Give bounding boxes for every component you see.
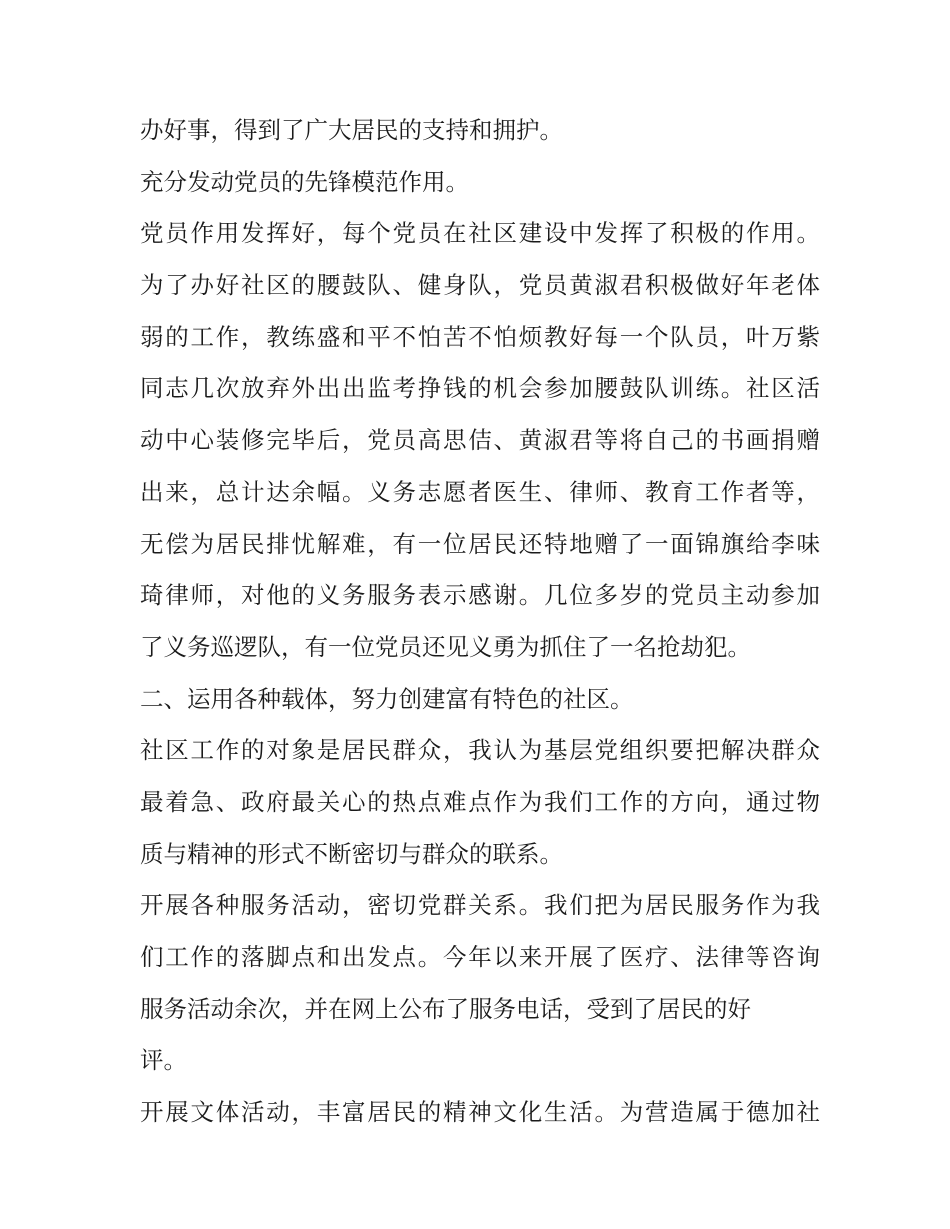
text-line: 开展文体活动，丰富居民的精神文化生活。为营造属于德加社 (140, 1098, 820, 1127)
text-line: 了义务巡逻队，有一位党员还见义勇为抓住了一名抢劫犯。 (140, 632, 751, 661)
text-line: 评。 (140, 1046, 187, 1075)
text-line: 同志几次放弃外出出监考挣钱的机会参加腰鼓队训练。社区活 (140, 374, 820, 403)
text-line: 最着急、政府最关心的热点难点作为我们工作的方向，通过物 (140, 787, 820, 816)
text-line: 为了办好社区的腰鼓队、健身队，党员黄淑君积极做好年老体 (140, 271, 820, 300)
text-line: 开展各种服务活动，密切党群关系。我们把为居民服务作为我 (140, 891, 820, 920)
text-line: 无偿为居民排忧解难，有一位居民还特地赠了一面锦旗给李味 (140, 529, 820, 558)
body-text (140, 105, 820, 1139)
section-heading: 二、运用各种载体，努力创建富有特色的社区。 (140, 684, 634, 713)
text-line: 们工作的落脚点和出发点。今年以来开展了医疗、法律等咨询 (140, 943, 820, 971)
text-line: 动中心装修完毕后，党员高思佶、黄淑君等将自己的书画捐赠 (140, 426, 820, 455)
text-line: 服务活动余次，并在网上公布了服务电话，受到了居民的好 (140, 994, 751, 1023)
text-line: 党员作用发挥好，每个党员在社区建设中发挥了积极的作用。 (140, 219, 820, 248)
text-line: 社区工作的对象是居民群众，我认为基层党组织要把解决群众 (140, 736, 820, 765)
text-line: 办好事，得到了广大居民的支持和拥护。 (140, 116, 563, 144)
text-line: 出来，总计达余幅。义务志愿者医生、律师、教育工作者等， (140, 477, 820, 506)
text-line: 弱的工作，教练盛和平不怕苦不怕烦教好每一个队员，叶万紫 (140, 322, 820, 351)
text-line: 充分发动党员的先锋模范作用。 (140, 167, 469, 196)
text-line: 琦律师，对他的义务服务表示感谢。几位多岁的党员主动参加 (140, 581, 820, 610)
text-line: 质与精神的形式不断密切与群众的联系。 (140, 839, 563, 868)
